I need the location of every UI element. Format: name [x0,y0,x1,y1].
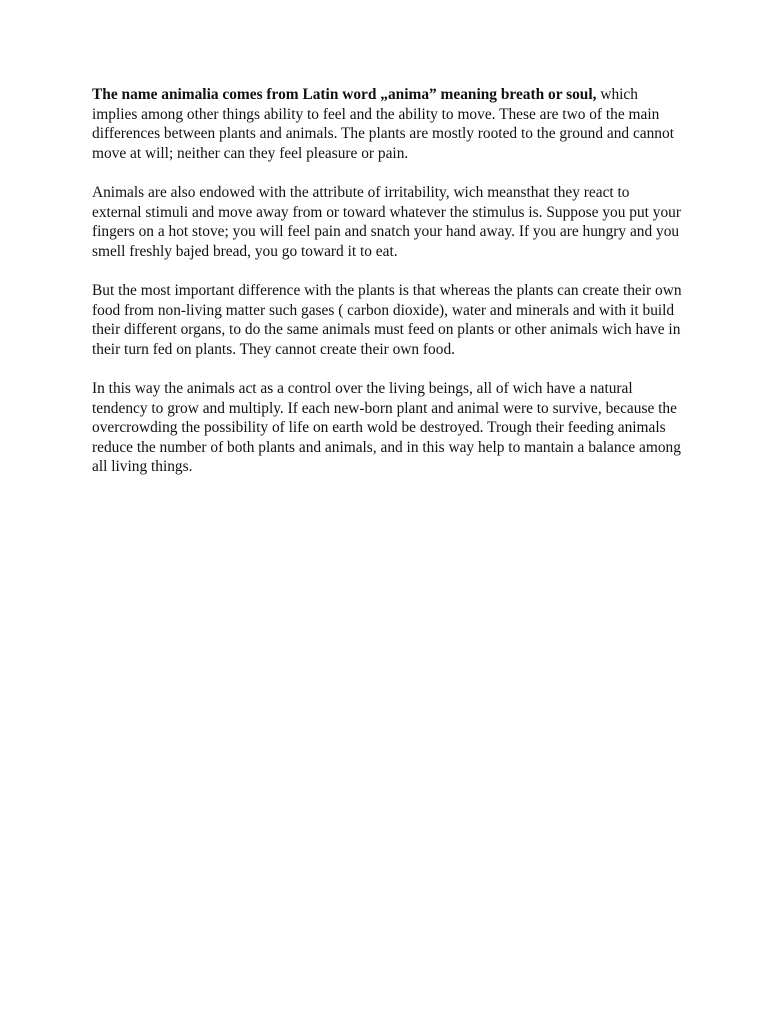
paragraph-1-text: which implies among other things ability to feel and the ability to move. These are two of the main differences between plants and animals. The plants are mostly rooted to the ground and cannot move at will; neither can they feel pleasure or pain. [92,86,674,162]
paragraph-1 [92,85,682,163]
paragraph-3: But the most important difference with the plants is that whereas the plants can create their own food from non-living matter such gases ( carbon dioxide), water and minerals and with it build their different organs, to do the same animals must feed on plants or other animals wich have in their turn fed on plants. They cannot create their own food. [92,281,682,358]
paragraph-4: In this way the animals act as a control over the living beings, all of wich have a natural tendency to grow and multiply. If each new-born plant and animal were to survive, because the overcrowding the possibility of life on earth wold be destroyed. Trough their feeding animals reduce the number of both plants and animals, and in this way help to mantain a balance among all living things. [92,379,681,476]
paragraph-2: Animals are also endowed with the attribute of irritability, wich meansthat they react to external stimuli and move away from or toward whatever the stimulus is. Suppose you put your fingers on a hot stove; you will feel pain and snatch your hand away. If you are hungry and you smell freshly bajed bread, you go toward it to eat. [92,183,682,260]
paragraph-1-lead: The name animalia comes from Latin word „anima” meaning breath or soul, [92,86,597,103]
document-body [92,85,682,496]
